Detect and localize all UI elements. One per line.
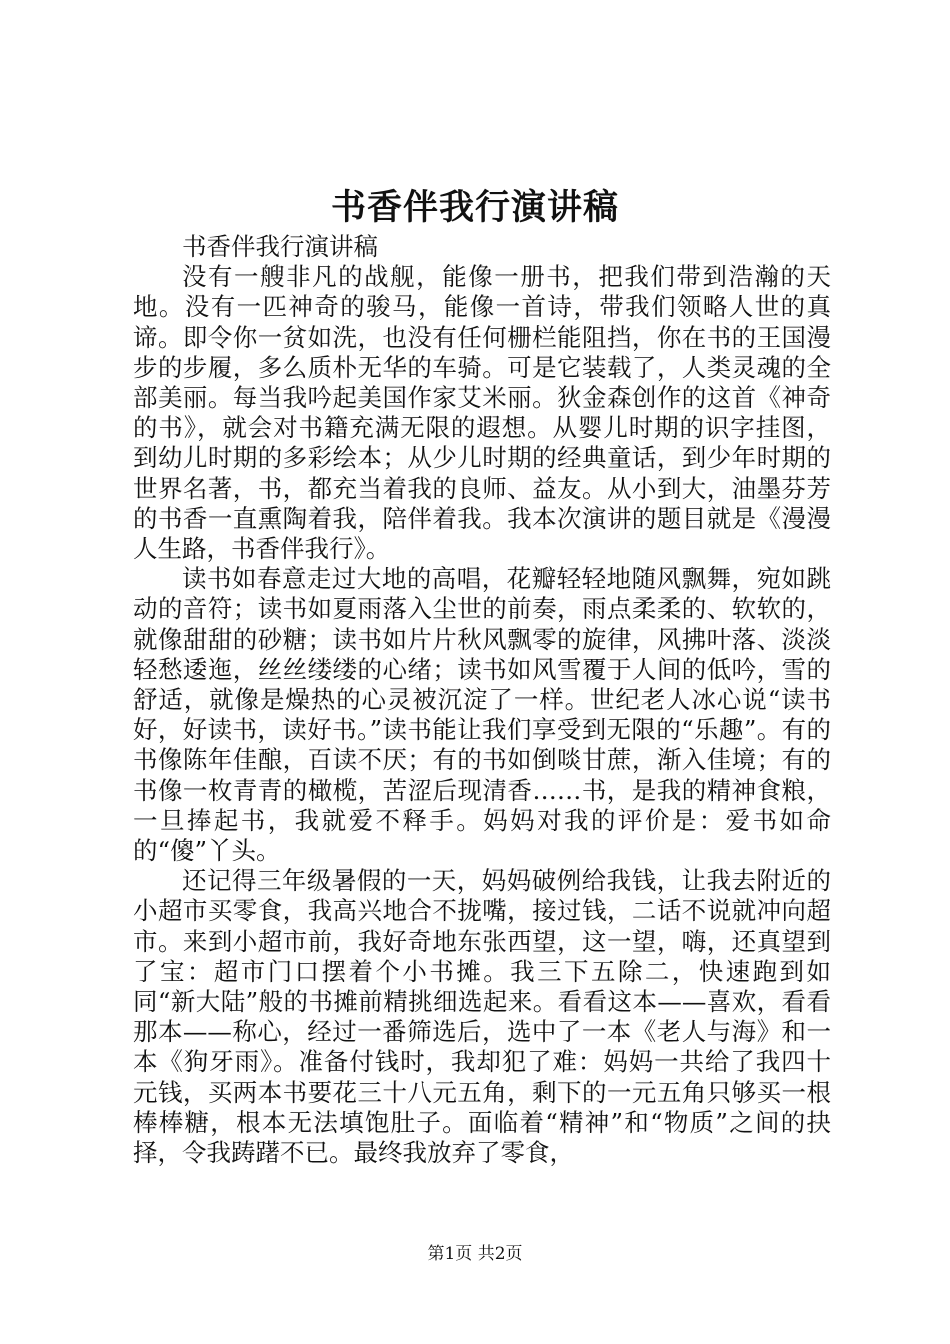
paragraph: 读书如春意走过大地的高唱，花瓣轻轻地随风飘舞，宛如跳动的音符；读书如夏雨落入尘世的前奏，雨点柔柔的、软软的，就像甜甜的砂糖；读书如片片秋风飘零的旋律，风拂叶落、淡淡轻愁逶迤，丝丝缕缕的心绪；读书如风雪覆于人间的低吟，雪的舒适，就像是燥热的心灵被沉淀了一样。世纪老人冰心说“读书好，好读书，读好书。”读书能让我们享受到无限的“乐趣”。有的书像陈年佳酿，百读不厌；有的书如倒啖甘蔗，渐入佳境；有的书像一枚青青的橄榄，苦涩后现清香……书，是我的精神食粮，一旦捧起书，我就爱不释手。妈妈对我的评价是：爱书如命的“傻”丫头。: [133, 564, 831, 866]
paragraph: 还记得三年级暑假的一天，妈妈破例给我钱，让我去附近的小超市买零食，我高兴地合不拢嘴，接过钱，二话不说就冲向超市。来到小超市前，我好奇地东张西望，这一望，嗨，还真望到了宝：超市门口摆着个小书摊。我三下五除二，快速跑到如同“新大陆”般的书摊前精挑细选起来。看看这本——喜欢，看看那本——称心，经过一番筛选后，选中了一本《老人与海》和一本《狗牙雨》。准备付钱时，我却犯了难：妈妈一共给了我四十元钱，买两本书要花三十八元五角，剩下的一元五角只够买一根棒棒糖，根本无法填饱肚子。面临着“精神”和“物质”之间的抉择，令我踌躇不已。最终我放弃了零食，: [133, 866, 831, 1168]
page-number-footer: 第1页 共2页: [427, 1244, 523, 1264]
document-title: 书香伴我行演讲稿: [330, 187, 619, 228]
document-body: [133, 232, 831, 1168]
paragraph: 没有一艘非凡的战舰，能像一册书，把我们带到浩瀚的天地。没有一匹神奇的骏马，能像一首诗，带我们领略人世的真谛。即令你一贫如洗，也没有任何栅栏能阻挡，你在书的王国漫步的步履，多么质朴无华的车骑。可是它装载了，人类灵魂的全部美丽。每当我吟起美国作家艾米丽。狄金森创作的这首《神奇的书》，就会对书籍充满无限的遐想。从婴儿时期的识字挂图，到幼儿时期的多彩绘本；从少儿时期的经典童话，到少年时期的世界名著，书，都充当着我的良师、益友。从小到大，油墨芬芳的书香一直熏陶着我，陪伴着我。我本次演讲的题目就是《漫漫人生路，书香伴我行》。: [133, 262, 831, 564]
paragraph-subtitle: 书香伴我行演讲稿: [182, 232, 378, 261]
